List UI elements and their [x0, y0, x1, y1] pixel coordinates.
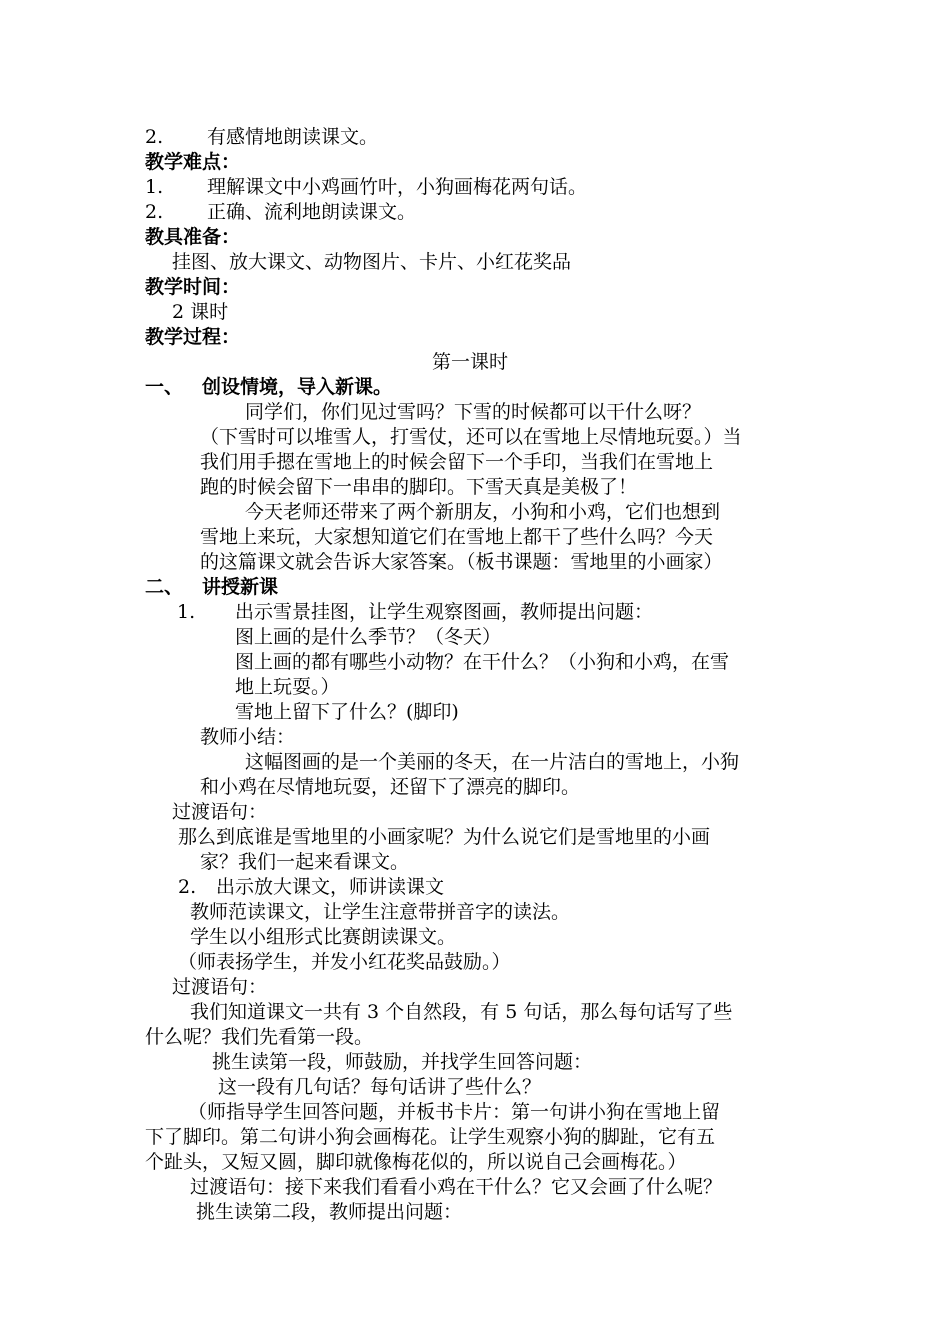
paragraph-2-line-3: 的这篇课文就会告诉大家答案。（板书课题：雪地里的小画家）	[200, 551, 723, 573]
question-2-line-2: 地上玩耍。）	[235, 676, 340, 698]
paragraph-2-line-1: 今天老师还带来了两个新朋友，小狗和小鸡，它们也想到	[245, 501, 721, 523]
read-paragraph-1-question: 这一段有几句话？每句话讲了些什么？	[218, 1076, 542, 1098]
paragraph-1-line-4: 跑的时候会留下一串串的脚印。下雪天真是美极了！	[200, 476, 638, 498]
paragraph-1-line-2: （下雪时可以堆雪人，打雪仗，还可以在雪地上尽情地玩耍。）当	[200, 426, 742, 448]
read-paragraph-1: 挑生读第一段，师鼓励，并找学生回答问题：	[212, 1051, 593, 1073]
paragraph-1-line-1: 同学们，你们见过雪吗？下雪的时候都可以干什么呀？	[245, 401, 702, 423]
transition-3: 过渡语句：接下来我们看看小鸡在干什么？它又会画了什么呢？	[190, 1176, 723, 1198]
step-2-line-2: 学生以小组形式比赛朗读课文。	[190, 926, 457, 948]
transition-1-heading: 过渡语句：	[172, 801, 268, 823]
section-2-number: 二、	[145, 576, 184, 598]
guidance-line-1: （师指导学生回答问题，并板书卡片：第一句讲小狗在雪地上留	[188, 1101, 721, 1123]
section-1-title: 创设情境，导入新课。	[202, 376, 393, 398]
step-2-line-1: 教师范读课文，让学生注意带拼音字的读法。	[190, 901, 571, 923]
paragraph-1-line-3: 我们用手摁在雪地上的时候会留下一个手印，当我们在雪地上	[200, 451, 714, 473]
section-1-number: 一、	[145, 376, 184, 398]
section-2-title: 讲授新课	[202, 576, 279, 598]
read-paragraph-2: 挑生读第二段，教师提出问题：	[196, 1201, 463, 1223]
difficulty-1-text: 理解课文中小鸡画竹叶，小狗画梅花两句话。	[207, 176, 588, 198]
objective-2-text: 有感情地朗读课文。	[207, 126, 379, 148]
teacher-summary-heading: 教师小结：	[200, 726, 296, 748]
materials-heading: 教具准备：	[145, 226, 241, 248]
step-1-number: 1.	[177, 601, 196, 623]
step-2-line-3: （师表扬学生，并发小红花奖品鼓励。）	[178, 951, 511, 973]
teaching-time-text: 2 课时	[172, 301, 229, 323]
question-3: 雪地上留下了什么？(脚印)	[235, 701, 459, 723]
objective-2-number: 2.	[145, 126, 164, 148]
transition-2-line-2: 什么呢？我们先看第一段。	[145, 1026, 374, 1048]
lesson-title: 第一课时	[432, 351, 509, 373]
teaching-time-heading: 教学时间：	[145, 276, 241, 298]
guidance-line-2: 下了脚印。第二句讲小狗会画梅花。让学生观察小狗的脚趾，它有五	[145, 1126, 716, 1148]
teacher-summary-line-1: 这幅图画的是一个美丽的冬天，在一片洁白的雪地上，小狗	[245, 751, 740, 773]
step-2-text: 出示放大课文，师讲读课文	[216, 876, 445, 898]
teaching-difficulty-heading: 教学难点：	[145, 151, 241, 173]
transition-2-line-1: 我们知道课文一共有 3 个自然段，有 5 句话，那么每句话写了些	[190, 1001, 733, 1023]
teaching-process-heading: 教学过程：	[145, 326, 241, 348]
difficulty-2-text: 正确、流利地朗读课文。	[207, 201, 417, 223]
materials-text: 挂图、放大课文、动物图片、卡片、小红花奖品	[172, 251, 572, 273]
teacher-summary-line-2: 和小鸡在尽情地玩耍，还留下了漂亮的脚印。	[200, 776, 581, 798]
paragraph-2-line-2: 雪地上来玩，大家想知道它们在雪地上都干了些什么吗？今天	[200, 526, 714, 548]
guidance-line-3: 个趾头，又短又圆，脚印就像梅花似的，所以说自己会画梅花。）	[145, 1151, 687, 1173]
question-2-line-1: 图上画的都有哪些小动物？在干什么？（小狗和小鸡，在雪	[235, 651, 730, 673]
transition-2-heading: 过渡语句：	[172, 976, 268, 998]
step-1-text: 出示雪景挂图，让学生观察图画，教师提出问题：	[235, 601, 654, 623]
difficulty-1-number: 1.	[145, 176, 164, 198]
transition-1-line-1: 那么到底谁是雪地里的小画家呢？为什么说它们是雪地里的小画	[178, 826, 711, 848]
transition-1-line-2: 家？我们一起来看课文。	[200, 851, 410, 873]
question-1: 图上画的是什么季节？（冬天）	[235, 626, 502, 648]
step-2-number: 2.	[178, 876, 197, 898]
difficulty-2-number: 2.	[145, 201, 164, 223]
